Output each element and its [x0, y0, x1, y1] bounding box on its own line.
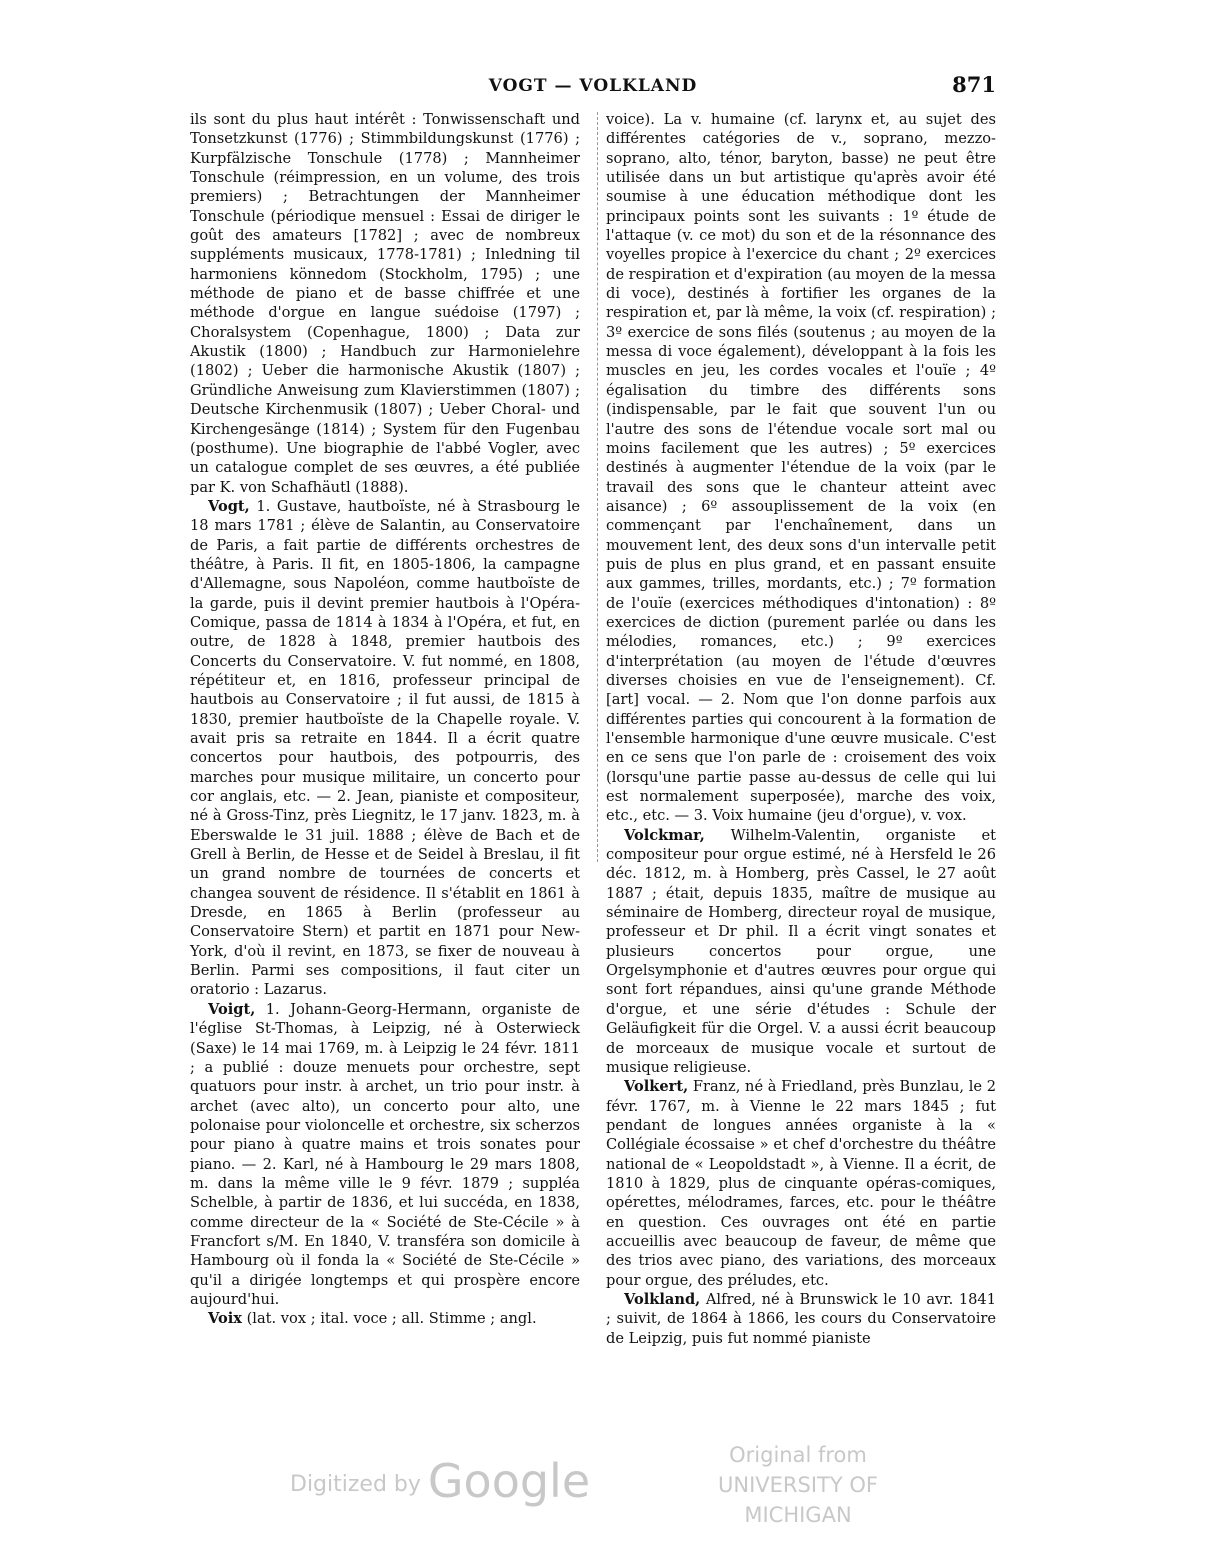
digitized-prefix: Digitized by — [290, 1472, 421, 1497]
entry-continuation — [606, 110, 996, 826]
entry-headword: Volckmar, — [624, 826, 705, 844]
dictionary-entry-volkland — [606, 1290, 996, 1348]
entry-text: 1. Johann-Georg-Hermann, organiste de l'église St-Thomas, à Leipzig, né à Osterwieck (Saxe) le 14 mai 1769, m. à Leipzig le 24 févr. 1811 ; a publié : douze menuets pour orchestre, sept quatuors pour instr. à archet, un trio pour instr. à archet (avec alto), un concerto pour alto, une polonaise pour violoncelle et orchestre, six scherzos pour piano à quatre mains et trois sonates pour piano. — 2. Karl, né à Hambourg le 29 mars 1808, m. dans la même ville le 9 févr. 1879 ; suppléa Schelble, à partir de 1836, et lui succéda, en 1838, comme directeur de la « Société de Ste-Cécile » à Francfort s/M. En 1840, V. transféra son domicile à Hambourg où il fonda la « Société de Ste-Cécile » qu'il a dirigée longtemps et qui prospère encore aujourd'hui. — [190, 1000, 580, 1308]
entry-headword: Vogt, — [208, 497, 250, 515]
left-column — [190, 110, 580, 1329]
entry-text: Franz, né à Friedland, près Bunzlau, le 2 févr. 1767, m. à Vienne le 22 mars 1845 ; fut pendant de longues années organiste à la « Collégiale écossaise » et chef d'orchestre du théâtre national de « Leopoldstadt », à Vienne. Il a écrit, de 1810 à 1829, plus de cinquante opéras-comiques, opérettes, mélodrames, farces, etc. pour le théâtre en question. Ces ouvrages ont été en partie accueillis avec beaucoup de faveur, de même que des trios avec piano, des variations, des morceaux pour orgue, des préludes, etc. — [606, 1078, 996, 1289]
entry-text: Alfred, né à Brunswick le 10 avr. 1841 ; suivit, de 1864 à 1866, les cours du Conservatoire de Leipzig, puis fut nommé pianiste — [606, 1290, 996, 1347]
dictionary-entry-voix — [190, 1309, 580, 1328]
entry-text: (lat. vox ; ital. voce ; all. Stimme ; angl. — [241, 1310, 537, 1328]
column-divider — [597, 112, 599, 862]
entry-headword: Volkland, — [624, 1290, 701, 1308]
digitization-footer — [0, 1440, 1207, 1540]
entry-text: Wilhelm-Valentin, organiste et compositeur pour orgue estimé, né à Hersfeld le 26 déc. 1812, m. à Homberg, près Cassel, le 27 août 1887 ; était, depuis 1835, maître de musique au séminaire de Homberg, directeur royal de musique, professeur et Dr phil. Il a écrit vingt sonates et plusieurs concertos pour orgue, une Orgelsymphonie et d'autres œuvres pour orgue qui sont fort répandues, ainsi qu'une grande Méthode d'orgue, et une série d'études : Schule der Geläufigkeit für die Orgel. V. a aussi écrit beaucoup de morceaux de musique vocale et surtout de musique religieuse. — [606, 826, 996, 1076]
entry-continuation — [190, 110, 580, 497]
right-column — [606, 110, 996, 1348]
entry-headword: Volkert, — [624, 1078, 689, 1096]
dictionary-entry-volkert — [606, 1077, 996, 1290]
running-title: VOGT — VOLKLAND — [488, 76, 698, 96]
dictionary-entry-vogt — [190, 497, 580, 1000]
entry-text: ils sont du plus haut intérêt : Tonwissenschaft und Tonsetzkunst (1776) ; Stimmbildungskunst (1776) ; Kurpfälzische Tonschule (1778) ; Mannheimer Tonschule (réimpression, en un volume, des trois premiers) ; Betrachtungen der Mannheimer Tonschule (périodique mensuel : Essai de diriger le goût des amateurs [1782] ; avec de nombreux suppléments musicaux, 1778-1781) ; Inledning til harmoniens könnedom (Stockholm, 1795) ; une méthode de piano et de basse chiffrée et une méthode d'orgue en langue suédoise (1797) ; Choralsystem (Copenhague, 1800) ; Data zur Akustik (1800) ; Handbuch zur Harmonielehre (1802) ; Ueber die harmonische Akustik (1807) ; Gründliche Anweisung zum Klavierstimmen (1807) ; Deutsche Kirchenmusik (1807) ; Ueber Choral- und Kirchengesänge (1814) ; System für den Fugenbau (posthume). Une biographie de l'abbé Vogler, avec un catalogue complet de ses œuvres, a été publiée par K. von Schafhäutl (1888). — [190, 111, 580, 496]
entry-text: 1. Gustave, hautboïste, né à Strasbourg le 18 mars 1781 ; élève de Salantin, au Conservatoire de Paris, a fait partie de différents orchestres de théâtre, à Paris. Il fit, en 1805-1806, la campagne d'Allemagne, sous Napoléon, comme hautboïste de la garde, puis il devint premier hautbois à l'Opéra-Comique, passa de 1814 à 1834 à l'Opéra, et fut, en outre, de 1828 à 1848, premier hautbois des Concerts du Conservatoire. V. fut nommé, en 1808, répétiteur et, en 1816, professeur principal de hautbois au Conservatoire ; il fut aussi, de 1815 à 1830, premier hautboïste de la Chapelle royale. V. avait pris sa retraite en 1844. Il a écrit quatre concertos pour hautbois, des potpourris, des marches pour musique militaire, un concerto pour cor anglais, etc. — 2. Jean, pianiste et compositeur, né à Gross-Tinz, près Liegnitz, le 17 janv. 1823, m. à Eberswalde le 31 juil. 1888 ; élève de Bach et de Grell à Berlin, de Hesse et de Seidel à Breslau, il fit un grand nombre de tournées de concerts et changea souvent de résidence. Il s'établit en 1861 à Dresde, en 1865 à Berlin (professeur au Conservatoire Stern) et partit en 1871 pour New-York, d'où il revint, en 1873, se fixer de nouveau à Berlin. Parmi ses compositions, il faut citer un oratorio : Lazarus. — [190, 497, 580, 999]
dictionary-entry-voigt — [190, 1000, 580, 1310]
page-number: 871 — [952, 72, 996, 97]
page-header — [190, 72, 996, 102]
dictionary-entry-volckmar — [606, 826, 996, 1077]
original-from-label: Original from — [729, 1443, 867, 1467]
entry-headword: Voix — [208, 1310, 242, 1328]
university-label: UNIVERSITY OF MICHIGAN — [718, 1473, 878, 1527]
original-from-watermark — [668, 1440, 928, 1530]
digitized-by-watermark — [290, 1448, 591, 1508]
entry-text: voice). La v. humaine (cf. larynx et, au sujet des différentes catégories de v., soprano, mezzo-soprano, alto, ténor, baryton, basse) ne peut être utilisée dans un but artistique qu'après avoir été soumise à une éducation méthodique dont les principaux points sont les suivants : 1º étude de l'attaque (v. ce mot) du son et de la résonnance des voyelles propice à l'exercice du chant ; 2º exercices de respiration et d'expiration (au moyen de la messa di voce), destinés à fortifier les organes de la respiration et, par là même, la voix (cf. respiration) ; 3º exercice de sons filés (soutenus ; au moyen de la messa di voce également), développant à la fois les muscles en jeu, les cordes vocales et l'ouïe ; 4º égalisation du timbre des différents sons (indispensable, par le fait que souvent l'un ou l'autre des sons de l'étendue vocale sort mal ou moins facilement que les autres) ; 5º exercices destinés à augmenter l'étendue de la voix (par le travail des sons que le chanteur atteint avec aisance) ; 6º assouplissement de la voix (en commençant par l'enchaînement, dans un mouvement lent, des deux sons d'un intervalle petit puis de plus en plus grand, et en passant ensuite aux gammes, trilles, mordants, etc.) ; 7º formation de l'ouïe (exercices méthodiques d'intonation) : 8º exercices de diction (purement parlée ou dans les mélodies, romances, etc.) ; 9º exercices d'interprétation (au moyen de l'étude d'œuvres diverses choisies en vue de l'enseignement). Cf. [art] vocal. — 2. Nom que l'on donne parfois aux différentes parties qui concourent à la formation de l'ensemble harmonique d'une œuvre musicale. C'est en ce sens que l'on parle de : croisement des voix (lorsqu'une partie passe au-dessus de celle qui lui est normalement superposée), marche des voix, etc., etc. — 3. Voix humaine (jeu d'orgue), v. vox. — [606, 111, 996, 825]
google-logo: Google — [427, 1454, 591, 1508]
entry-headword: Voigt, — [208, 1000, 256, 1018]
